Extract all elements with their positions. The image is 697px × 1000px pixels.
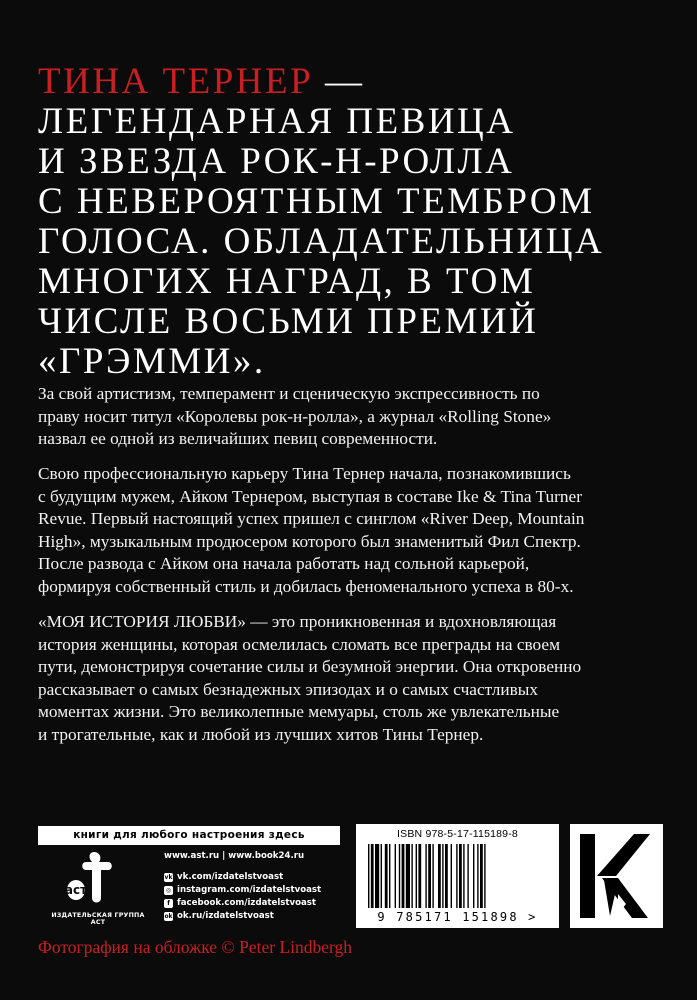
k-logo-icon: [570, 824, 663, 928]
barcode-icon: [368, 844, 547, 908]
isbn-barcode-box: [356, 824, 559, 928]
headline-line: ГОЛОСА. ОБЛАДАТЕЛЬНИЦА: [38, 221, 605, 262]
social-link-text: instagram.com/izdatelstvoast: [177, 885, 322, 895]
k-publisher-logo: [570, 824, 663, 928]
paragraph-intro: [38, 383, 678, 451]
headline-line: [38, 62, 678, 102]
headline-line: ЧИСЛЕ ВОСЬМИ ПРЕМИЙ: [38, 301, 539, 342]
facebook-icon: f: [164, 899, 173, 908]
paragraph-line: назвал ее одной из величайших певиц современности.: [38, 429, 438, 448]
paragraph-line: моментах жизни. Это великолепные мемуары, столь же увлекательные: [38, 702, 560, 721]
paragraph-line: пути, демонстрируя сочетание силы и безумной энергии. Она откровенно: [38, 657, 582, 676]
headline-name: ТИНА ТЕРНЕР: [38, 61, 314, 102]
paragraph-line: High», музыкальным продюсером которого был знаменитый Фил Спектр.: [38, 531, 581, 551]
headline-line: С НЕВЕРОЯТНЫМ ТЕМБРОМ: [38, 181, 595, 222]
paragraph-line: праву носит титул «Королевы рок-н-ролла», а журнал «Rolling Stone»: [38, 406, 552, 426]
publisher-sites[interactable]: www.ast.ru | www.book24.ru: [164, 851, 305, 861]
ast-logo-letter: аст: [64, 883, 88, 897]
headline-dash: —: [313, 61, 365, 102]
paragraph-line: рассказывает о самых безнадежных эпизодах и о самых счастливых: [38, 679, 539, 699]
social-links: [164, 871, 364, 923]
paragraph-line: Свою профессиональную карьеру Тина Тернер начала, познакомившись: [38, 464, 571, 483]
paragraph-book: [38, 611, 678, 746]
social-link-facebook[interactable]: [164, 897, 364, 910]
social-link-vk[interactable]: [164, 871, 364, 884]
barcode-digits: 9 785171 151898 >: [377, 910, 538, 924]
odnoklassniki-icon: ok: [164, 913, 173, 920]
tagline-banner: книги для любого настроения здесь: [38, 826, 340, 845]
headline-line: И ЗВЕЗДА РОК-Н-РОЛЛА: [38, 141, 515, 182]
headline-line: МНОГИХ НАГРАД, В ТОМ: [38, 261, 536, 302]
social-link-text: facebook.com/izdatelstvoast: [177, 898, 317, 908]
paragraph-career: [38, 463, 678, 598]
paragraph-line: с будущим мужем, Айком Тернером, выступая в составе Ike & Tina Turner: [38, 486, 582, 506]
isbn-label: ISBN 978-5-17-115189-8: [397, 828, 518, 840]
paragraph-line: За свой артистизм, темперамент и сценическую экспрессивность по: [38, 384, 540, 403]
paragraph-line: После развода с Айком она начала работать над сольной карьерой,: [38, 554, 530, 573]
paragraph-line: формируя собственный стиль и добилась феноменального успеха в 80-х.: [38, 576, 574, 596]
paragraph-line: «МОЯ ИСТОРИЯ ЛЮБВИ» — это проникновенная и вдохновляющая: [38, 612, 557, 631]
paragraph-line: и трогательные, как и любой из лучших хитов Тины Тернер.: [38, 724, 484, 744]
social-link-odnoklassniki[interactable]: [164, 910, 364, 923]
social-link-text: vk.com/izdatelstvoast: [177, 872, 284, 882]
vk-icon: vk: [164, 874, 173, 881]
instagram-icon: ◎: [165, 887, 172, 894]
photo-credit: Фотография на обложке © Peter Lindbergh: [38, 937, 352, 957]
headline: [38, 62, 678, 382]
publisher-caption: ИЗДАТЕЛЬСКАЯ ГРУППА АСТ: [51, 912, 145, 926]
publisher-footer: [38, 826, 663, 926]
social-link-text: ok.ru/izdatelstvoast: [177, 911, 274, 921]
paragraph-line: история женщины, которая осмелилась сломать все преграды на своем: [38, 634, 561, 654]
paragraph-line: Revue. Первый настоящий успех пришел с синглом «River Deep, Mountain: [38, 509, 585, 528]
social-link-instagram[interactable]: [164, 884, 364, 897]
publisher-logo: [48, 850, 145, 926]
ast-logo-icon: [64, 850, 124, 908]
headline-line: «ГРЭММИ».: [38, 341, 266, 382]
publisher-links: [164, 850, 364, 923]
headline-line: ЛЕГЕНДАРНАЯ ПЕВИЦА: [38, 101, 516, 142]
